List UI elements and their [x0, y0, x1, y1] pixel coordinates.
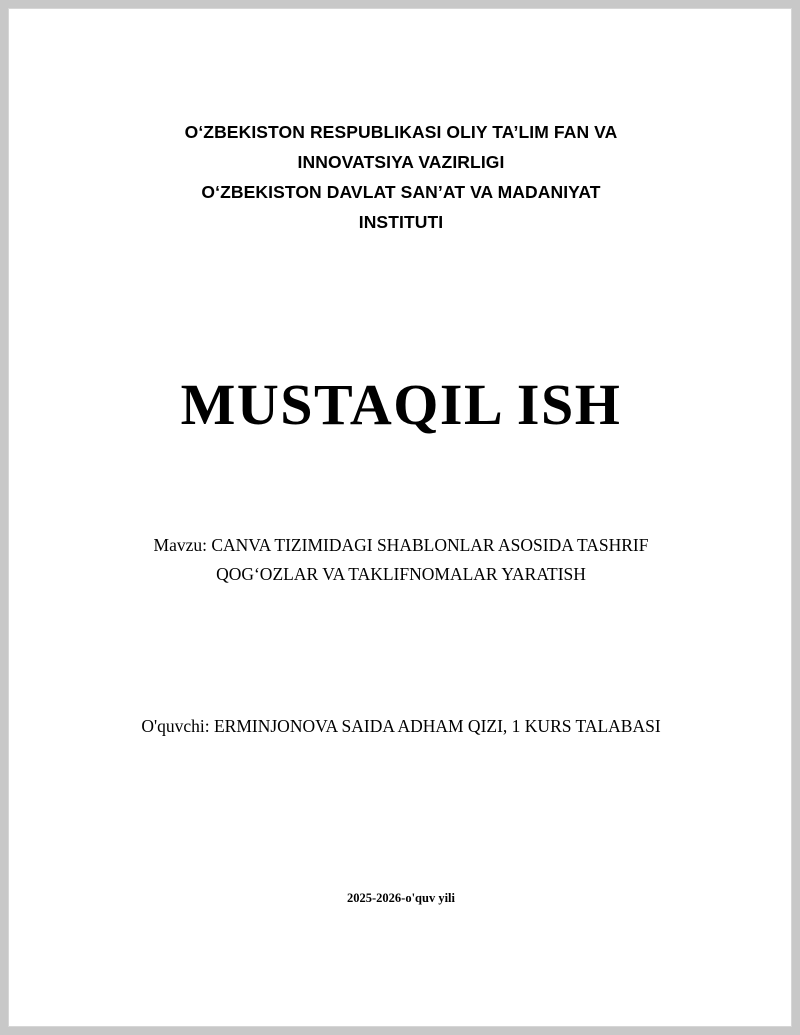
institution-line-1: O‘ZBEKISTON RESPUBLIKASI OLIY TA’LIM FAN VA: [184, 122, 618, 142]
institution-heading: [99, 117, 703, 237]
document-page: [8, 8, 792, 1027]
subject-block: [109, 531, 693, 589]
institution-line-4: INSTITUTI: [358, 212, 444, 232]
institution-line-2: INNOVATSIYA VAZIRLIGI: [297, 152, 505, 172]
page-title: MUSTAQIL ISH: [180, 372, 622, 437]
subject-line-1: Mavzu: CANVA TIZIMIDAGI SHABLONLAR ASOSIDA TASHRIF: [153, 535, 649, 555]
page-content: [9, 9, 791, 1026]
institution-line-3: O‘ZBEKISTON DAVLAT SAN’AT VA MADANIYAT: [201, 182, 601, 202]
academic-year: 2025-2026-o'quv yili: [347, 891, 455, 905]
student-line: O'quvchi: ERMINJONOVA SAIDA ADHAM QIZI, 1 KURS TALABASI: [141, 716, 661, 736]
subject-line-2: QOG‘OZLAR VA TAKLIFNOMALAR YARATISH: [216, 564, 586, 584]
